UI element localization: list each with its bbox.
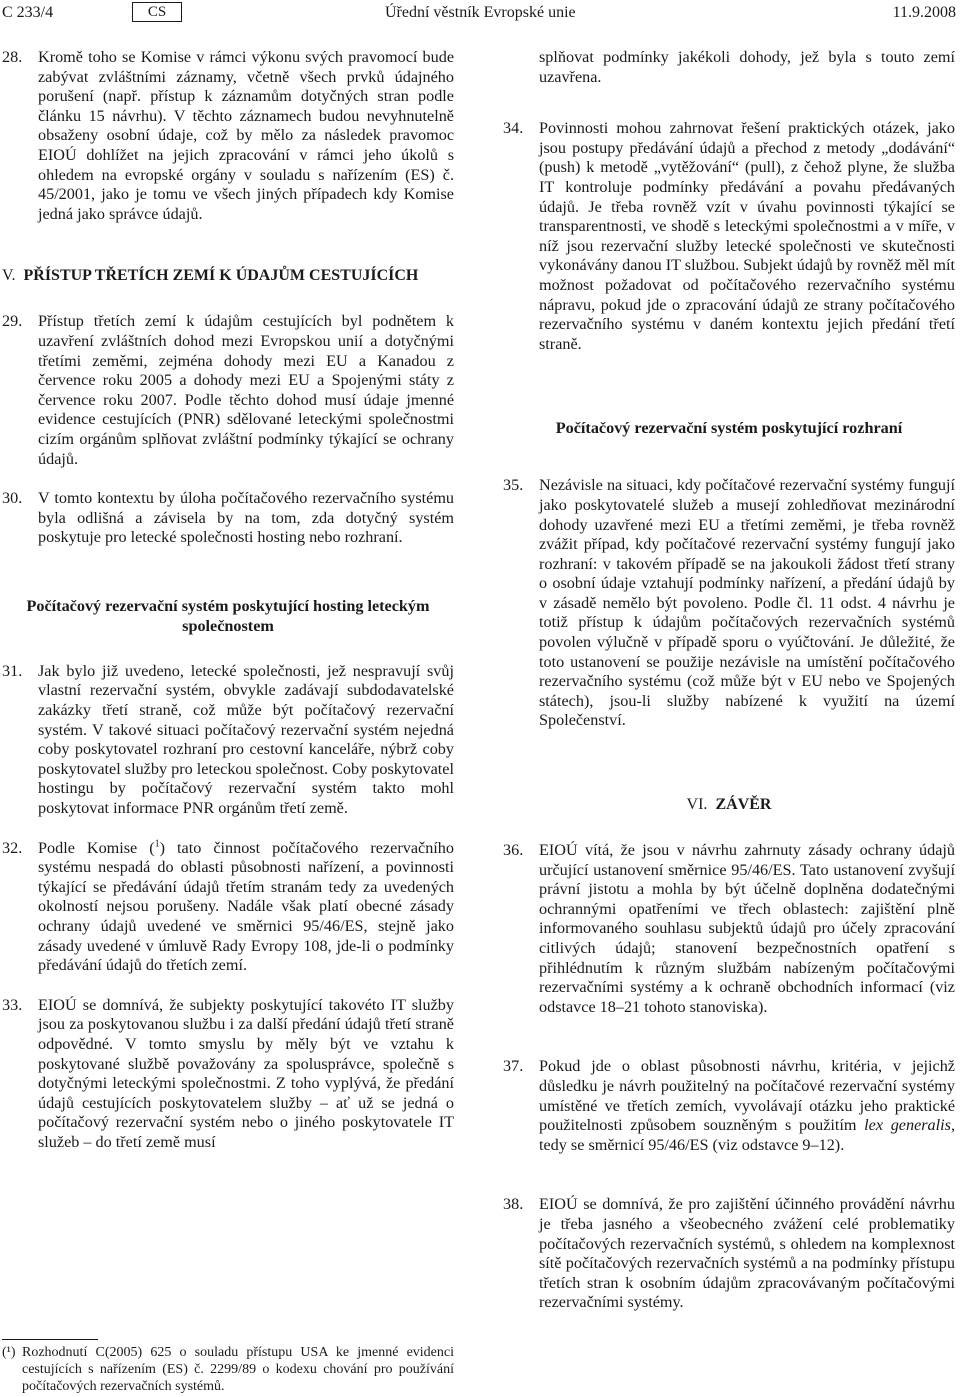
paragraph-34 — [503, 119, 955, 354]
paragraph-text: EIOÚ se domnívá, že subjekty poskytující takovéto IT služby jsou za poskytovanou službu i za další předání údajů třetí straně odpovědné. V tomto smyslu by měly být ve vztahu k poskytované službě považovány za spolusprávce, společně s dotyčnými leteckými společnostmi. Z toho vyplývá, že předání údajů cestujících poskytovatelem služby – ať už se jedná o počítačový rezervační systém nebo o jiného poskytovatele IT služeb – do třetí země musí — [38, 995, 454, 1151]
paragraph-30 — [2, 489, 454, 548]
paragraph-text: EIOÚ se domnívá, že pro zajištění účinného provádění návrhu je třeba jasného a všeobecného zvážení celé problematiky počítačových rezervačních systémů, s ohledem na komplexnost sítě počítačových rezervačních systémů a na podmínky přístupu třetích stran k osobním údajům zpracovávaným počítačovými rezervačními systémy. — [539, 1195, 955, 1312]
paragraph-number: 29. — [2, 312, 23, 331]
paragraph-number: 36. — [503, 841, 524, 860]
paragraph-28 — [2, 48, 454, 224]
section-heading-v — [2, 266, 454, 286]
paragraph-text-end: , tedy se směrnicí 95/46/ES (viz odstavce 9–12). — [539, 1116, 955, 1154]
paragraph-text: Přístup třetích zemí k údajům cestujících byl podnětem k uzavření zvláštních dohod mezi Evropskou unií a dotyčnými třetími zeměmi, zejména dohody mezi EU a Kanadou z července roku 2005 a dohody mezi EU a Spojenými státy z července roku 2007. Podle těchto dohod musí údaje jmenné evidence cestujících (PNR) sdělované leteckými společnostmi cizím orgánům splňovat zvláštní podmínky týkající se ochrany údajů. — [38, 312, 454, 468]
footnote-divider — [2, 1339, 98, 1340]
paragraph-number: 32. — [2, 838, 23, 857]
paragraph-number: 35. — [503, 476, 524, 495]
right-column — [503, 48, 955, 1313]
section-title: ZÁVĚR — [715, 796, 772, 814]
section-heading-vi — [503, 795, 955, 815]
section-number: VI. — [686, 796, 708, 814]
paragraph-number: 30. — [2, 489, 23, 508]
paragraph-31 — [2, 662, 454, 819]
paragraph-33 — [2, 996, 454, 1153]
footnote-mark: (¹) — [2, 1345, 16, 1360]
paragraph-32 — [2, 839, 454, 976]
paragraph-text: EIOÚ vítá, že jsou v návrhu zahrnuty zásady ochrany údajů určující ustanovení směrnice 95/46/ES. Tato ustanovení zvyšují právní jistotu a mohla by být účelně doplněna dodatečnými ochrannými opatřeními ve třech oblastech: zajištění plně informovaného souhlasu subjektů údajů pro účely zpracování citlivých údajů; stanovení bezpečnostních opatření s přihlédnutím k různým službám nabízeným počítačovými rezervačními systémy a k ochraně obchodních informací (viz odstavce 18–21 tohoto stanoviska). — [539, 841, 955, 1016]
left-column — [2, 48, 454, 1153]
footnote-reference[interactable]: 1 — [154, 838, 160, 850]
paragraph-37 — [503, 1057, 955, 1155]
page-header — [0, 2, 960, 28]
paragraph-number: 34. — [503, 119, 524, 138]
paragraph-33-continued — [503, 48, 955, 87]
paragraph-number: 31. — [2, 661, 23, 680]
paragraph-text: Kromě toho se Komise v rámci výkonu svých pravomocí bude zabývat zvláštními záznamy, včetně všech prvků údajného porušení (např. přístup k záznamům dotyčných stran podle článku 15 návrhu). V těchto záznamech budou nevyhnutelně obsaženy osobní údaje, což by mělo za následek pravomoc EIOÚ dohlížet na jejich zpracování v rámci jeho úkolů s ohledem na evropské orgány v souladu s nařízením (ES) č. 45/2001, jako je tomu ve všech jiných případech kdy Komise jedná jako správce údajů. — [38, 48, 454, 223]
paragraph-text: splňovat podmínky jakékoli dohody, jež byla s touto zemí uzavřena. — [539, 48, 955, 86]
paragraph-38 — [503, 1195, 955, 1313]
paragraph-35 — [503, 476, 955, 731]
paragraph-number: 28. — [2, 48, 23, 66]
paragraph-36 — [503, 841, 955, 1017]
paragraph-number: 33. — [2, 995, 23, 1014]
journal-title: Úřední věstník Evropské unie — [385, 4, 576, 21]
paragraph-text: Nezávisle na situaci, kdy počítačové rezervační systémy fungují jako poskytovatelé služeb a musejí zohledňovat mezinárodní dohody uzavřené mezi EU a třetími zeměmi, je třeba rovněž zvážit případ, kdy počítačové rezervační systémy fungují jako rozhraní: v takovém případě se na jakoukoli žádost třetí strany o osobní údaje vztahují podmínky nařízení, a předání údajů by v zásadě nemělo být povoleno. Podle čl. 11 odst. 4 návrhu je totiž přístup k údajům počítačových rezervačních systémů povolen výlučně v případě sporu o vyúčtování. Je důležité, že toto ustanovení se použije nezávisle na umístění počítačového rezervačního systému (což může být v EU nebo ve Spojených státech), jsou-li služby nabízené k využití na území Společenství. — [539, 476, 955, 730]
paragraph-text-start: Pokud jde o oblast působnosti návrhu, kritéria, v jejichž důsledku je návrh použitelný na počítačové rezervační systémy umístěné ve třetích zemích, vyvolávají otázku jeho praktické použitelnosti způsobem souzněným s použitím — [539, 1057, 955, 1135]
page-reference: C 233/4 — [2, 4, 54, 21]
subheading-hosting: Počítačový rezervační systém poskytující hosting leteckým společnostem — [26, 596, 430, 635]
paragraph-text: Povinnosti mohou zahrnovat řešení praktických otázek, jako jsou postupy předávání údajů a přechod z metody „dodávání“ (push) k metodě „vytěžování“ (pull), z čehož plyne, že služba IT kontroluje podmínky předávání a povahu předávaných údajů. Je třeba rovněž vzít v úvahu povinnosti týkající se transparentnosti, ve shodě s leteckými společnostmi a v míře, v níž jsou rezervační služby letecké společnosti ve skutečnosti vykonávány danou IT službou. Subjekt údajů by rovněž měl mít možnost požadovat od počítačového rezervačního systému nápravu, pokud jde o zpracování údajů ze strany počítačového rezervačního systému v daném kontextu jejich předání třetí straně. — [539, 119, 956, 353]
paragraph-text: Jak bylo již uvedeno, letecké společnosti, jež nespravují svůj vlastní rezervační systém, obvykle zadávají subdodavatelské zakázky třetí straně, což může být počítačový rezervační systém. V takové situaci počítačový rezervační systém nejedná coby poskytovatel rozhraní pro cestovní kanceláře, nýbrž coby poskytovatel služby pro leteckou společnost. Coby poskytovatel hostingu by počítačový rezervační systém takto mohl poskytovat informace PNR orgánům třetí země. — [38, 661, 454, 818]
footnote-text: Rozhodnutí C(2005) 625 o souladu přístupu USA ke jmenné evidenci cestujících s nařízením (ES) č. 2299/89 o kodexu chování pro používání počítačových rezervačních systémů. — [22, 1345, 454, 1394]
language-code-box: CS — [132, 2, 182, 22]
paragraph-text-end: ) tato činnost počítačového rezervačního systému nespadá do oblasti působnosti nařízení, a povinnosti týkající se předávání údajů třetím stranám tedy za uvedených okolností nejsou porušeny. Nadále však platí obecné zásady ochrany údajů uvedené ve směrnici 95/46/ES, stejně jako zásady uvedené v úmluvě Rady Evropy 108, jde-li o podmínky předávání údajů do třetích zemí. — [38, 838, 454, 975]
paragraph-text-start: Podle Komise ( — [38, 838, 155, 857]
section-title: PŘÍSTUP TŘETÍCH ZEMÍ K ÚDAJŮM CESTUJÍCÍCH — [23, 267, 419, 285]
paragraph-29 — [2, 312, 454, 469]
paragraph-text-italic: lex generalis — [864, 1116, 951, 1135]
publication-date: 11.9.2008 — [892, 4, 956, 21]
paragraph-number: 37. — [503, 1057, 524, 1076]
paragraph-text: V tomto kontextu by úloha počítačového rezervačního systému byla odlišná a závisela by na tom, zda dotyčný systém poskytuje pro letecké společnosti hosting nebo rozhraní. — [38, 489, 454, 547]
paragraph-number: 38. — [503, 1195, 524, 1214]
footnote — [2, 1344, 454, 1395]
section-number: V. — [2, 267, 16, 285]
subheading-interface: Počítačový rezervační systém poskytující rozhraní — [555, 419, 903, 438]
